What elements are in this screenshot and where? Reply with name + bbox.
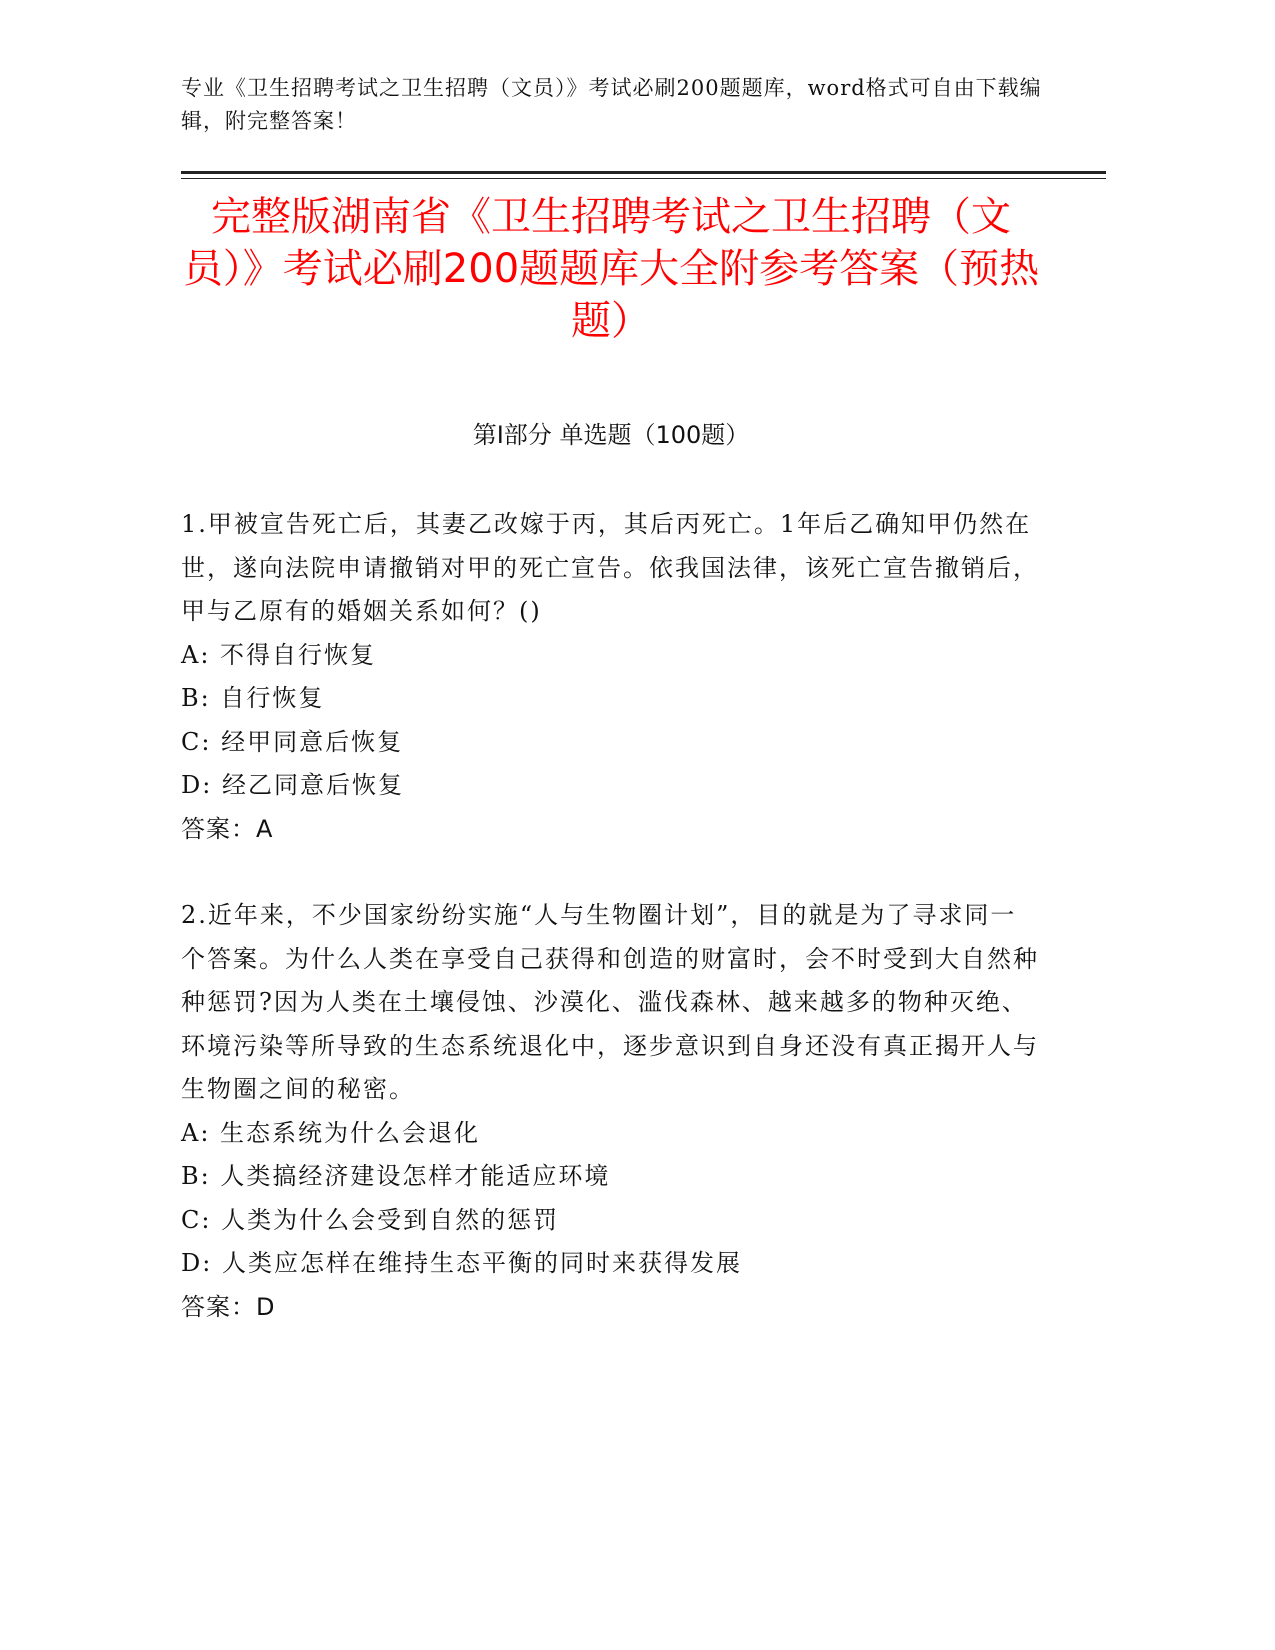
option-c: C: 人类为什么会受到自然的惩罚 [181,1205,560,1234]
question-stem: 2.近年来，不少国家纷纷实施“人与生物圈计划”，目的就是为了寻求同一个答案。为什么人类在享受自己获得和创造的财富时，会不时受到大自然种种惩罚?因为人类在土壤侵蚀、沙漠化、滥伐森林、越来越多的物种灭绝、环境污染等所导致的生态系统退化中，逐步意识到自身还没有真正揭开人与生物圈之间的秘密。 [181,901,1039,1103]
option-b: B: 人类搞经济建设怎样才能适应环境 [181,1162,611,1190]
document-title: 完整版湖南省《卫生招聘考试之卫生招聘（文员）》考试必刷200题题库大全附参考答案（预热题） [182,194,1040,344]
option-a: A: 生态系统为什么会退化 [181,1118,481,1147]
question-1 [181,503,1041,851]
header-divider-thin [181,178,1106,179]
question-stem: 1.甲被宣告死亡后，其妻乙改嫁于丙，其后丙死亡。1年后乙确知甲仍然在世，遂向法院申请撤销对甲的死亡宣告。依我国法律，该死亡宣告撤销后，甲与乙原有的婚姻关系如何？() [181,510,1039,625]
option-d: D: 经乙同意后恢复 [181,771,404,799]
header-divider-thick [181,171,1106,174]
section-title: 第Ⅰ部分 单选题（100题） [472,421,750,449]
header-note: 专业《卫生招聘考试之卫生招聘（文员）》考试必刷200题题库，word格式可自由下载编辑，附完整答案！ [181,76,1042,133]
answer-line: 答案：A [181,814,274,843]
option-c: C: 经甲同意后恢复 [181,727,404,756]
option-a: A: 不得自行恢复 [181,640,377,669]
answer-line: 答案：D [181,1292,276,1321]
option-d: D: 人类应怎样在维持生态平衡的同时来获得发展 [181,1249,742,1277]
option-b: B: 自行恢复 [181,684,325,712]
question-2 [181,894,1041,1329]
